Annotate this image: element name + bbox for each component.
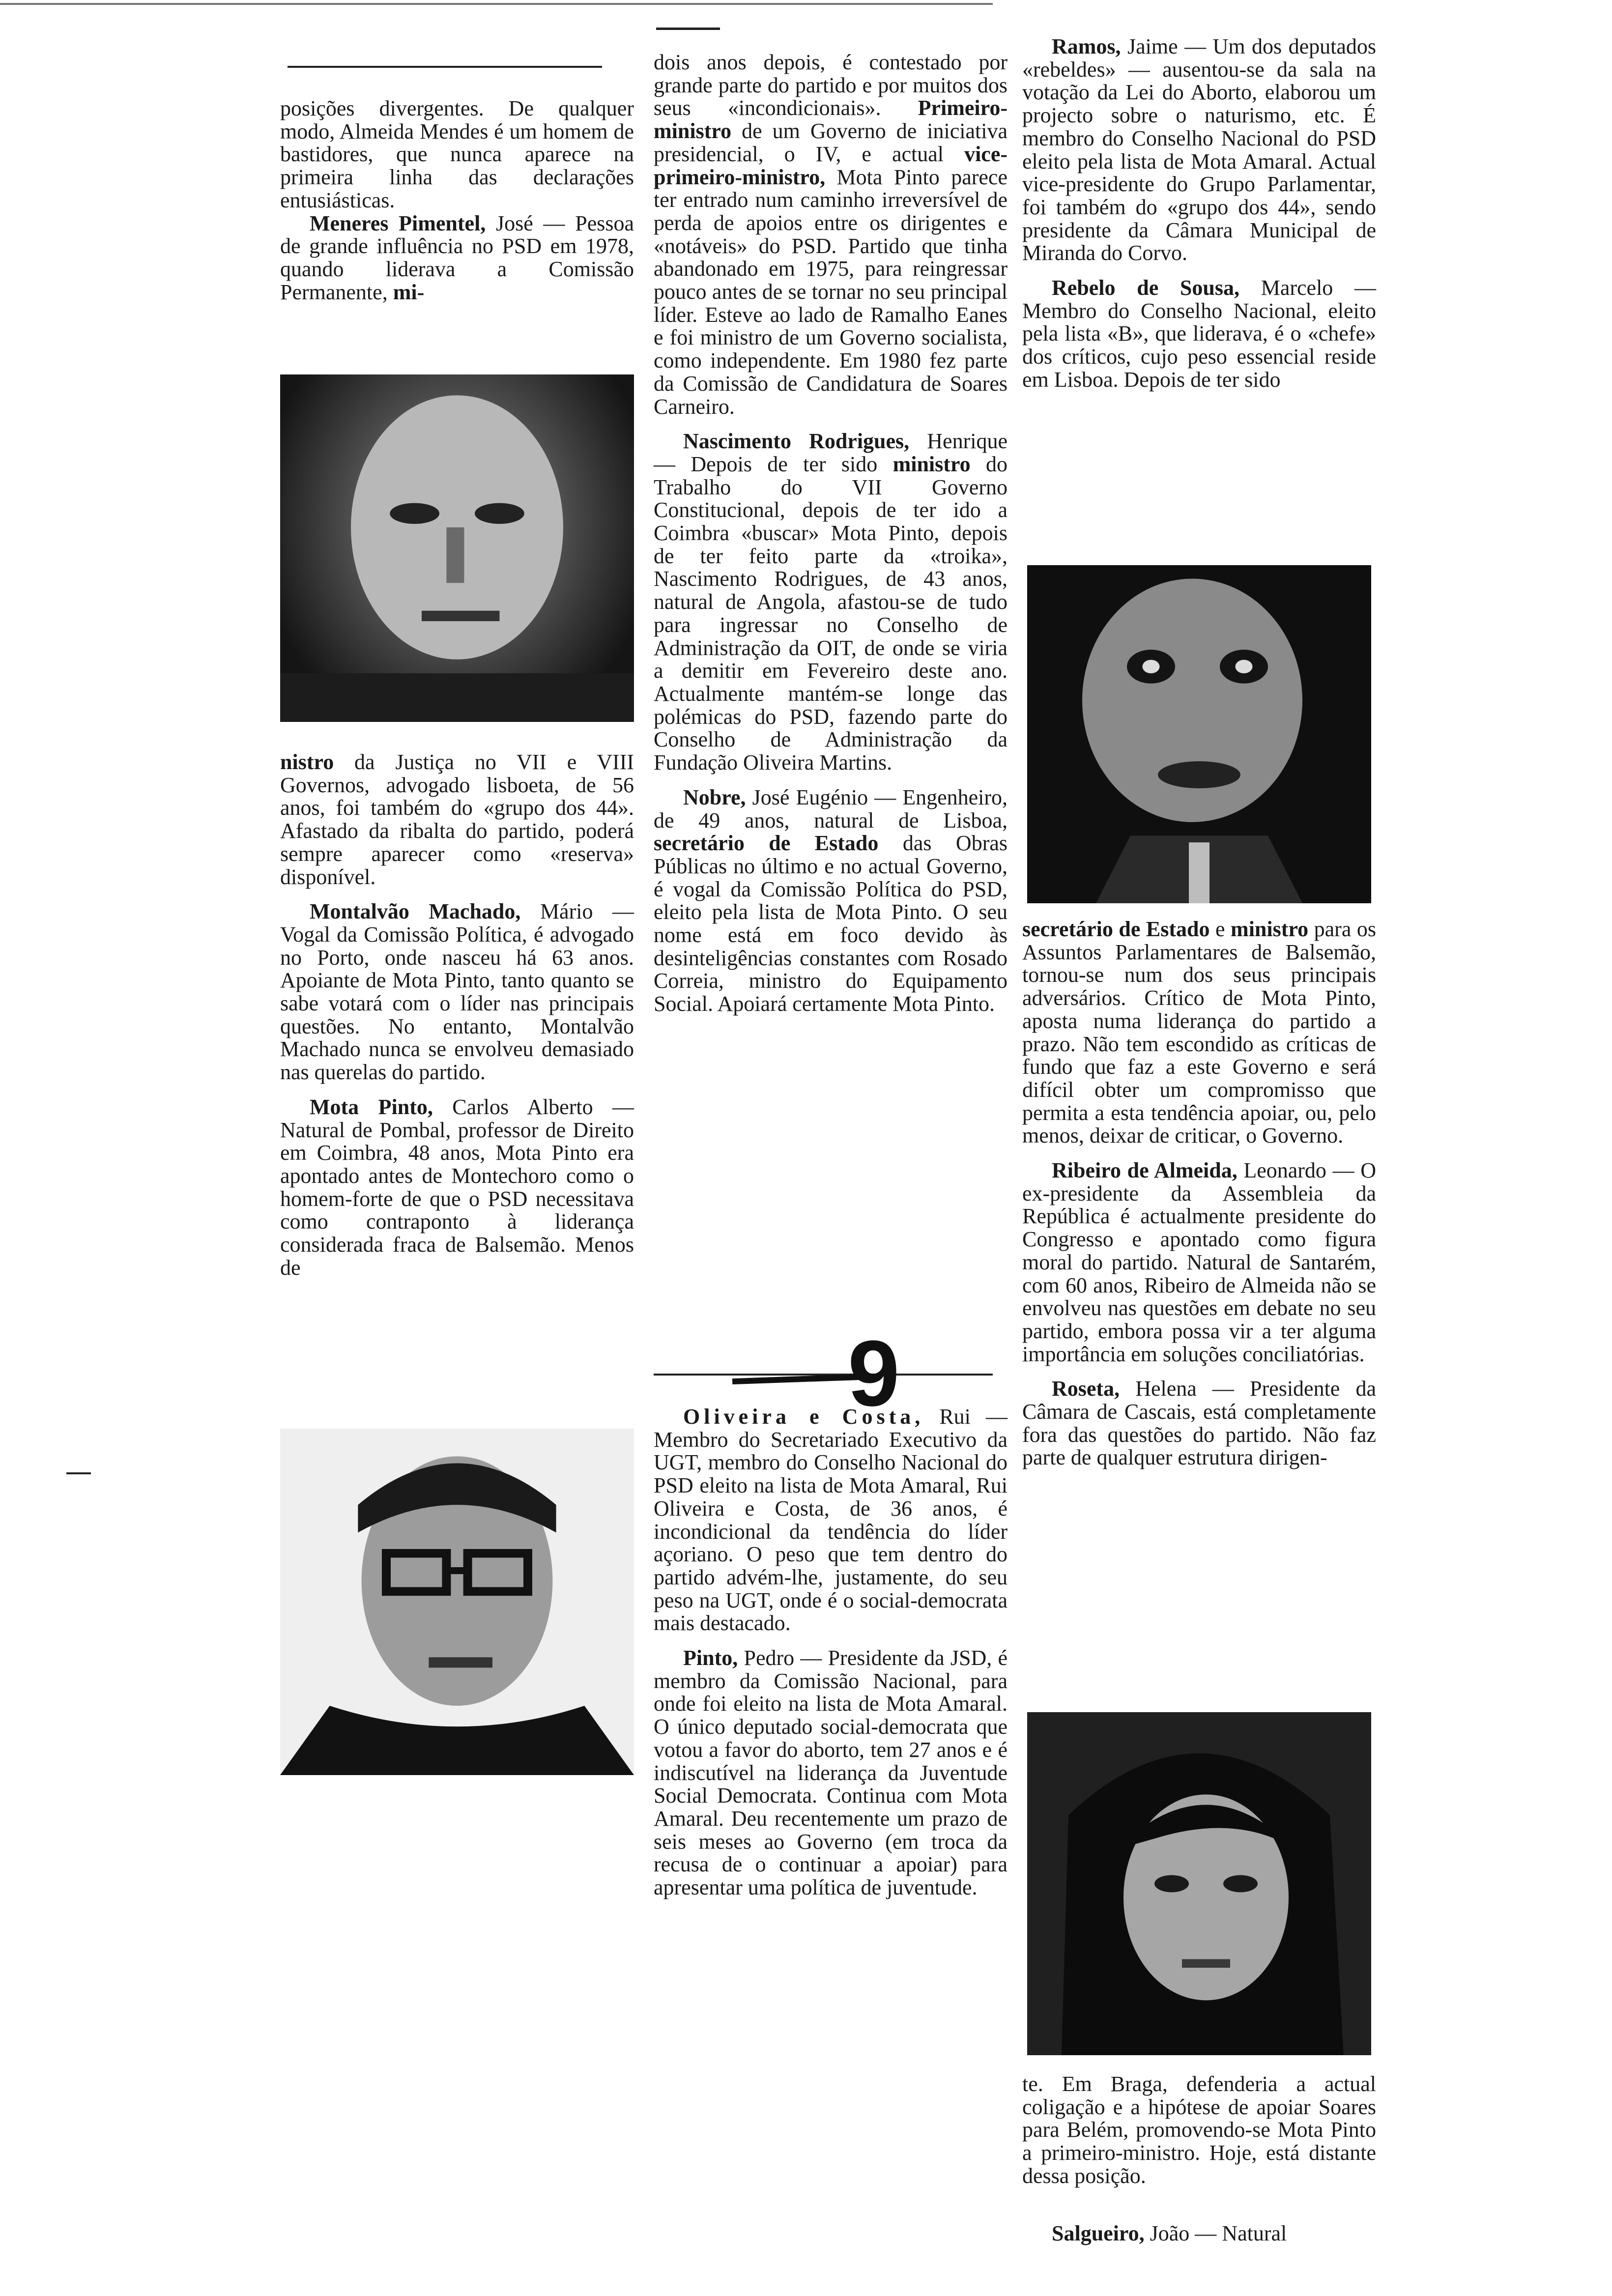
article-paragraph: dois anos depois, é contestado por grande parte do partido e por muitos dos seus «incondicionais». Primeiro-ministro de um Governo de iniciativa presidencial, o IV, e actual vice-primeiro-ministro, Mota Pinto parece ter entrado num caminho irreversível de perda de apoios entre os dirigentes e «notáveis» do PSD. Partido que tinha abandonado em 1975, para reingressar pouco antes de se tornar no seu principal líder. Esteve ao lado de Ramalho Eanes e foi ministro de um Governo socialista, como independente. Em 1980 fez parte da Comissão de Candidatura de Soares Carneiro. [654, 50, 1008, 419]
person-name: Mota Pinto, [310, 1094, 433, 1119]
column-1-text-top [280, 97, 634, 304]
article-paragraph: nistro da Justiça no VII e VIII Governos, advogado lisboeta, de 56 anos, foi também do «grupo dos 44». Afastado da ribalta do partido, poderá sempre aparecer como «reserva» disponível. [280, 750, 634, 889]
article-paragraph: Salgueiro, João — Natural [1052, 2221, 1287, 2245]
article-paragraph: Nascimento Rodrigues, Henrique — Depois de ter sido ministro do Trabalho do VII Governo Constitucional, depois de ter ido a Coimbra «buscar» Mota Pinto, depois de ter feito parte da «troika», Nascimento Rodrigues, de 43 anos, natural de Angola, afastou-se de tudo para ingressar no Conselho de Administração da OIT, de onde se viria a demitir em Fevereiro deste ano. Actualmente mantém-se longe das polémicas do PSD, fazendo parte do Conselho de Administração da Fundação Oliveira Martins. [654, 429, 1008, 775]
person-name: Nascimento Rodrigues, [683, 429, 910, 454]
article-paragraph: te. Em Braga, defenderia a actual coligação e a hipótese de apoiar Soares para Belém, promovendo-se Mota Pinto a primeiro-ministro. Hoje, está distante dessa posição. [1022, 2072, 1376, 2188]
article-paragraph: Roseta, Helena — Presidente da Câmara de Cascais, está completamente fora das questões do partido. Não faz parte de qualquer estrutura dirigen- [1022, 1377, 1376, 1470]
person-name: Roseta, [1052, 1377, 1120, 1401]
column-3-text-middle [1022, 918, 1376, 1469]
portrait-photo-meneres-pimentel [280, 374, 634, 722]
article-paragraph: Oliveira e Costa, Rui — Membro do Secretariado Executivo da UGT, membro do Conselho Nacional do PSD eleito na lista de Mota Amaral, Rui Oliveira e Costa, de 36 anos, é incondicional da tendência do líder açoriano. O peso que tem dentro do partido advém-lhe, justamente, do seu peso na UGT, onde é o social-democrata mais destacado. [654, 1405, 1008, 1636]
portrait-photo-mota-pinto [280, 1429, 634, 1775]
column-2-top-rule [656, 28, 720, 30]
article-paragraph: Rebelo de Sousa, Marcelo — Membro do Conselho Nacional, eleito pela lista «B», que liderava, é o «chefe» dos críticos, cujo peso essencial reside em Lisboa. Depois de ter sido [1022, 276, 1376, 392]
article-paragraph: Montalvão Machado, Mário — Vogal da Comissão Política, é advogado no Porto, onde nasceu há 63 anos. Apoiante de Mota Pinto, tanto quanto se sabe votará com o líder nas principais questões. No entanto, Montalvão Machado nunca se envolveu demasiado nas querelas do partido. [280, 899, 634, 1085]
handwritten-page-number: 9 [848, 1321, 900, 1426]
article-paragraph: Mota Pinto, Carlos Alberto — Natural de Pombal, professor de Direito em Coimbra, 48 anos, Mota Pinto era apontado antes de Montechoro como o homem-forte de que o PSD necessitava como contraponto à liderança considerada fraca de Balsemão. Menos de [280, 1094, 634, 1280]
person-name: Salgueiro, [1052, 2221, 1145, 2245]
column-2-text-bottom [654, 1406, 1008, 1899]
column-2-text-top [654, 51, 1008, 1016]
portrait-photo-helena-roseta [1027, 1712, 1371, 2055]
article-paragraph: Pinto, Pedro — Presidente da JSD, é membro da Comissão Nacional, para onde foi eleito na lista de Mota Amaral. O único deputado social-democrata que votou a favor do aborto, tem 27 anos e é indiscutível na liderança da Juventude Social Democrata. Continua com Mota Amaral. Deu recentemente um prazo de seis meses ao Governo (em troca da recusa de o continuar a apoiar) para apresentar uma política de juventude. [654, 1646, 1008, 1900]
article-paragraph: secretário de Estado e ministro para os Assuntos Parlamentares de Balsemão, tornou-se num dos seus principais adversários. Crítico de Mota Pinto, aposta numa liderança do partido a prazo. Não tem escondido as críticas de fundo que faz a este Governo e será difícil obter um compromisso que permita a esta tendência apoiar, ou, pelo menos, deixar de criticar, o Governo. [1022, 917, 1377, 1148]
column-1-top-rule [288, 66, 602, 68]
left-margin-mark [66, 1472, 91, 1474]
person-name: Oliveira e Costa, [683, 1405, 924, 1429]
article-paragraph: posições divergentes. De qualquer modo, Almeida Mendes é um homem de bastidores, que nunca aparece na primeira linha das declarações entusiásticas. [280, 96, 634, 212]
column-3-text-top [1022, 35, 1376, 392]
article-paragraph: Ribeiro de Almeida, Leonardo — O ex-presidente da Assembleia da República é actualmente presidente do Congresso e apontado como figura moral do partido. Natural de Santarém, com 60 anos, Ribeiro de Almeida não se envolveu nas questões em debate no seu partido, embora possa vir a ter alguma importância em soluções conciliatórias. [1022, 1158, 1376, 1366]
column-3-text-bottom [1022, 2073, 1376, 2245]
person-name: Montalvão Machado, [310, 899, 521, 924]
article-paragraph: Nobre, José Eugénio — Engenheiro, de 49 anos, natural de Lisboa, secretário de Estado das Obras Públicas no último e no actual Governo, é vogal da Comissão Política do PSD, eleito pela lista de Mota Pinto. O seu nome está em foco devido às desinteligências constantes com Rosado Correia, ministro do Equipamento Social. Apoiará certamente Mota Pinto. [654, 785, 1008, 1016]
person-name: Ribeiro de Almeida, [1052, 1158, 1238, 1183]
portrait-photo-rebelo-de-sousa [1027, 565, 1371, 903]
person-name: Rebelo de Sousa, [1052, 276, 1239, 300]
article-paragraph: Ramos, Jaime — Um dos deputados «rebeldes» — ausentou-se da sala na votação da Lei do Aborto, elaborou um projecto sobre o naturismo, etc. É membro do Conselho Nacional do PSD eleito pela lista de Mota Amaral. Actual vice-presidente do Grupo Parlamentar, foi também do «grupo dos 44», sendo presidente da Câmara Municipal de Miranda do Corvo. [1022, 34, 1376, 265]
article-paragraph: Meneres Pimentel, José — Pessoa de grande influência no PSD em 1978, quando liderava a Comissão Permanente, mi- [280, 211, 634, 304]
person-name: Ramos, [1052, 34, 1121, 58]
person-name: Pinto, [683, 1646, 738, 1670]
person-name: Nobre, [683, 785, 746, 809]
column-1-text-middle [280, 751, 634, 1279]
person-name: Meneres Pimentel, [310, 211, 486, 235]
top-edge-rule [0, 3, 993, 5]
